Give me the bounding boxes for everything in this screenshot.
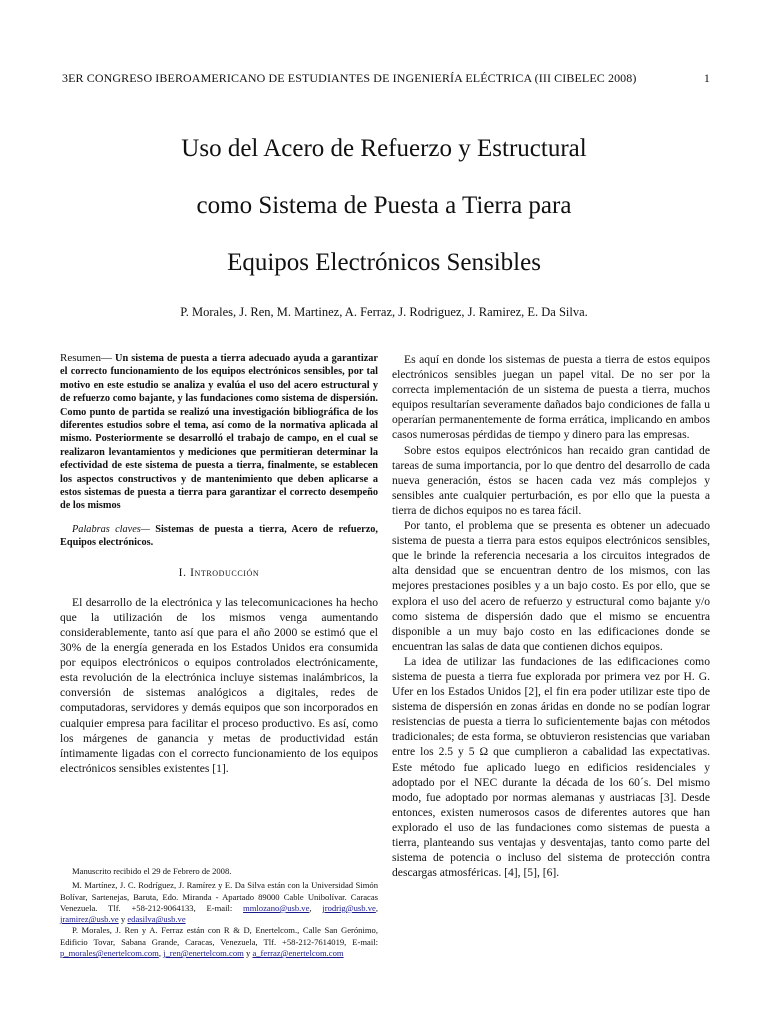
- paragraph: Sobre estos equipos electrónicos han recaido gran cantidad de tareas de suma importancia, por lo que dentro del desarrollo de cada nueva generación, éstos se hacen cada vez más complejos y sensibles ante cualquier perturbación, es por ello que la puesta a tierra de dichos equipos no es tarea fácil.: [392, 443, 710, 517]
- email-link[interactable]: mmlozano@usb.ve: [243, 902, 310, 913]
- email-link[interactable]: edasilva@usb.ve: [127, 914, 186, 925]
- abstract: [60, 352, 378, 513]
- email-link[interactable]: p_morales@enertelcom.com: [60, 948, 159, 959]
- abstract-text: Un sistema de puesta a tierra adecuado ayuda a garantizar el correcto funcionamiento de los equipos electrónicos sensibles, por tal motivo en este estudio se analiza y evalúa el uso del acero estructural y de refuerzo como bajante, y las fundaciones como sistema de dispersión. Como punto de partida se realizó una investigación bibliográfica de los diferentes estudios sobre el tema, así como de la normativa aplicada al mismo. Posteriormente se desarrolló el trabajo de campo, en el cual se realizaron levantamientos y mediciones que permitieran determinar la efectividad de este sistema de puesta a tierra, finalmente, se establecen los aspectos constructivos y de mantenimiento que deben aplicarse a estos sistemas de puesta a tierra para garantizar el correcto desempeño de los mismos: [60, 353, 378, 512]
- paper-title: [40, 120, 728, 291]
- paragraph: La idea de utilizar las fundaciones de las edificaciones como sistema de puesta a tierra fue explorada por primera vez por H. G. Ufer en los Estados Unidos [2], el fin era poder utilizar este tipo de sistema de dispersión en zonas áridas en donde no se podían lograr resistencias de puesta a tierra lo suficientemente bajas con métodos tradicionales; de esta forma, se obtuvieron resistencias que variaban entre los 2.5 y 5 Ω que cumplieron a cabalidad las expectativas. Este método fue aplicado luego en edificios residenciales y adoptado por el NEC durante la década de los 60´s. Del mismo modo, fue adoptado por normas alemanas y austriacas [3]. Desde entonces, existen numerosos casos de diferentes autores que han explorado el uso de las fundaciones como sistemas de puesta a tierra, planteando sus ventajas y desventajas, tanto como parte del sistema de potencia o incluso del sistema de protección contra descargas atmosféricas. [4], [5], [6].: [392, 654, 710, 880]
- email-link[interactable]: jrodrig@usb.ve: [322, 902, 376, 913]
- keywords: [60, 523, 378, 550]
- email-link[interactable]: jramirez@usb.ve: [60, 914, 119, 925]
- intro-body: [60, 595, 378, 776]
- title-line-3: Equipos Electrónicos Sensibles: [227, 249, 541, 276]
- conference-name: 3ER CONGRESO IBEROAMERICANO DE ESTUDIANTES DE INGENIERÍA ELÉCTRICA (III CIBELEC 2008): [62, 71, 637, 85]
- footnotes: [60, 866, 378, 959]
- email-link[interactable]: a_ferraz@enertelcom.com: [252, 948, 344, 959]
- paragraph: Por tanto, el problema que se presenta es obtener un adecuado sistema de puesta a tierra para estos equipos electrónicos sensibles, que le brinde la referencia necesaria a los circuitos integrados de alta densidad que se encuentran dentro de los mismos, con las mejores prestaciones posibles y a un bajo costo. Es por ello, que se explora el uso del acero de refuerzo y estructural como bajante y/o como sistema de dispersión dado que el mismo se encuentra disponible a un muy bajo costo en las edificaciones donde se encuentran las salas de data que contienen dichos equipos.: [392, 519, 710, 653]
- page-number: 1: [703, 71, 710, 85]
- running-head: [62, 71, 710, 86]
- keywords-text: Sistemas de puesta a tierra, Acero de refuerzo, Equipos electrónicos.: [60, 523, 379, 549]
- title-line-1: Uso del Acero de Refuerzo y Estructural: [181, 135, 587, 162]
- author-list: P. Morales, J. Ren, M. Martinez, A. Ferraz, J. Rodriguez, J. Ramirez, E. Da Silva.: [180, 305, 588, 319]
- email-link[interactable]: j_ren@enertelcom.com: [163, 948, 244, 959]
- paragraph: El desarrollo de la electrónica y las telecomunicaciones ha hecho que la utilización de los mismos venga aumentando considerablemente, tanto así que para el año 2000 se estimó que el 30% de la energía generada en los Estados Unidos era consumida por equipos electrónicos o equipos controlados electrónicamente, esta revolución de la electrónica incluye sistemas inalámbricos, la conversión de sistemas analógicos a digitales, redes de computadoras, servidores y demás equipos que son incorporados en cualquier empresa para facilitar el proceso productivo. Es así, como los márgenes de ganancia y metas de productividad están íntimamente ligadas con el correcto funcionamiento de los equipos electrónicos sensibles existentes [1].: [60, 595, 378, 775]
- footnote-affiliation-enertelcom: P. Morales, J. Ren y A. Ferraz están con R & D, Enertelcom., Calle San Gerónimo, Edificio Tovar, Sabana Grande, Caracas, Venezuela, Tlf. +58-212-7614019, E-mail: p_morales@enertelcom.com, j_ren@enertelcom.com y a_ferraz@enertelcom.com: [60, 925, 378, 959]
- section-heading-introduccion: [60, 566, 378, 581]
- paragraph: Es aquí en donde los sistemas de puesta a tierra de estos equipos electrónicos sensibles juegan un papel vital. De no ser por la correcta implementación de un sistema de puesta a tierra, muchos equipos resultarían severamente dañados bajo condiciones de falla u operarían permanentemente de forma errática, implicando en ambos casos numerosas pérdidas de tiempo y dinero para las empresas.: [392, 353, 710, 442]
- abstract-label: Resumen—: [60, 352, 112, 364]
- right-column: [392, 352, 710, 880]
- title-line-2: como Sistema de Puesta a Tierra para: [196, 192, 572, 219]
- footnote-received: Manuscrito recibido el 29 de Febrero de 2008.: [72, 866, 232, 876]
- left-column: [60, 352, 378, 776]
- footnote-affiliation-usb: M. Martínez, J. C. Rodríguez, J. Ramírez y E. Da Silva están con la Universidad Simón Bolívar, Sartenejas, Baruta, Edo. Miranda - Apartado 89000 Cable Unibolívar. Caracas Venezuela. Tlf. +58-212-9064133, E-mail: mmlozano@usb.ve, jrodrig@usb.ve, jramirez@usb.ve y edasilva@usb.ve: [60, 880, 378, 925]
- section-title: Introducción: [190, 566, 260, 579]
- section-number: I.: [178, 566, 187, 579]
- keywords-label: Palabras claves—: [72, 523, 150, 535]
